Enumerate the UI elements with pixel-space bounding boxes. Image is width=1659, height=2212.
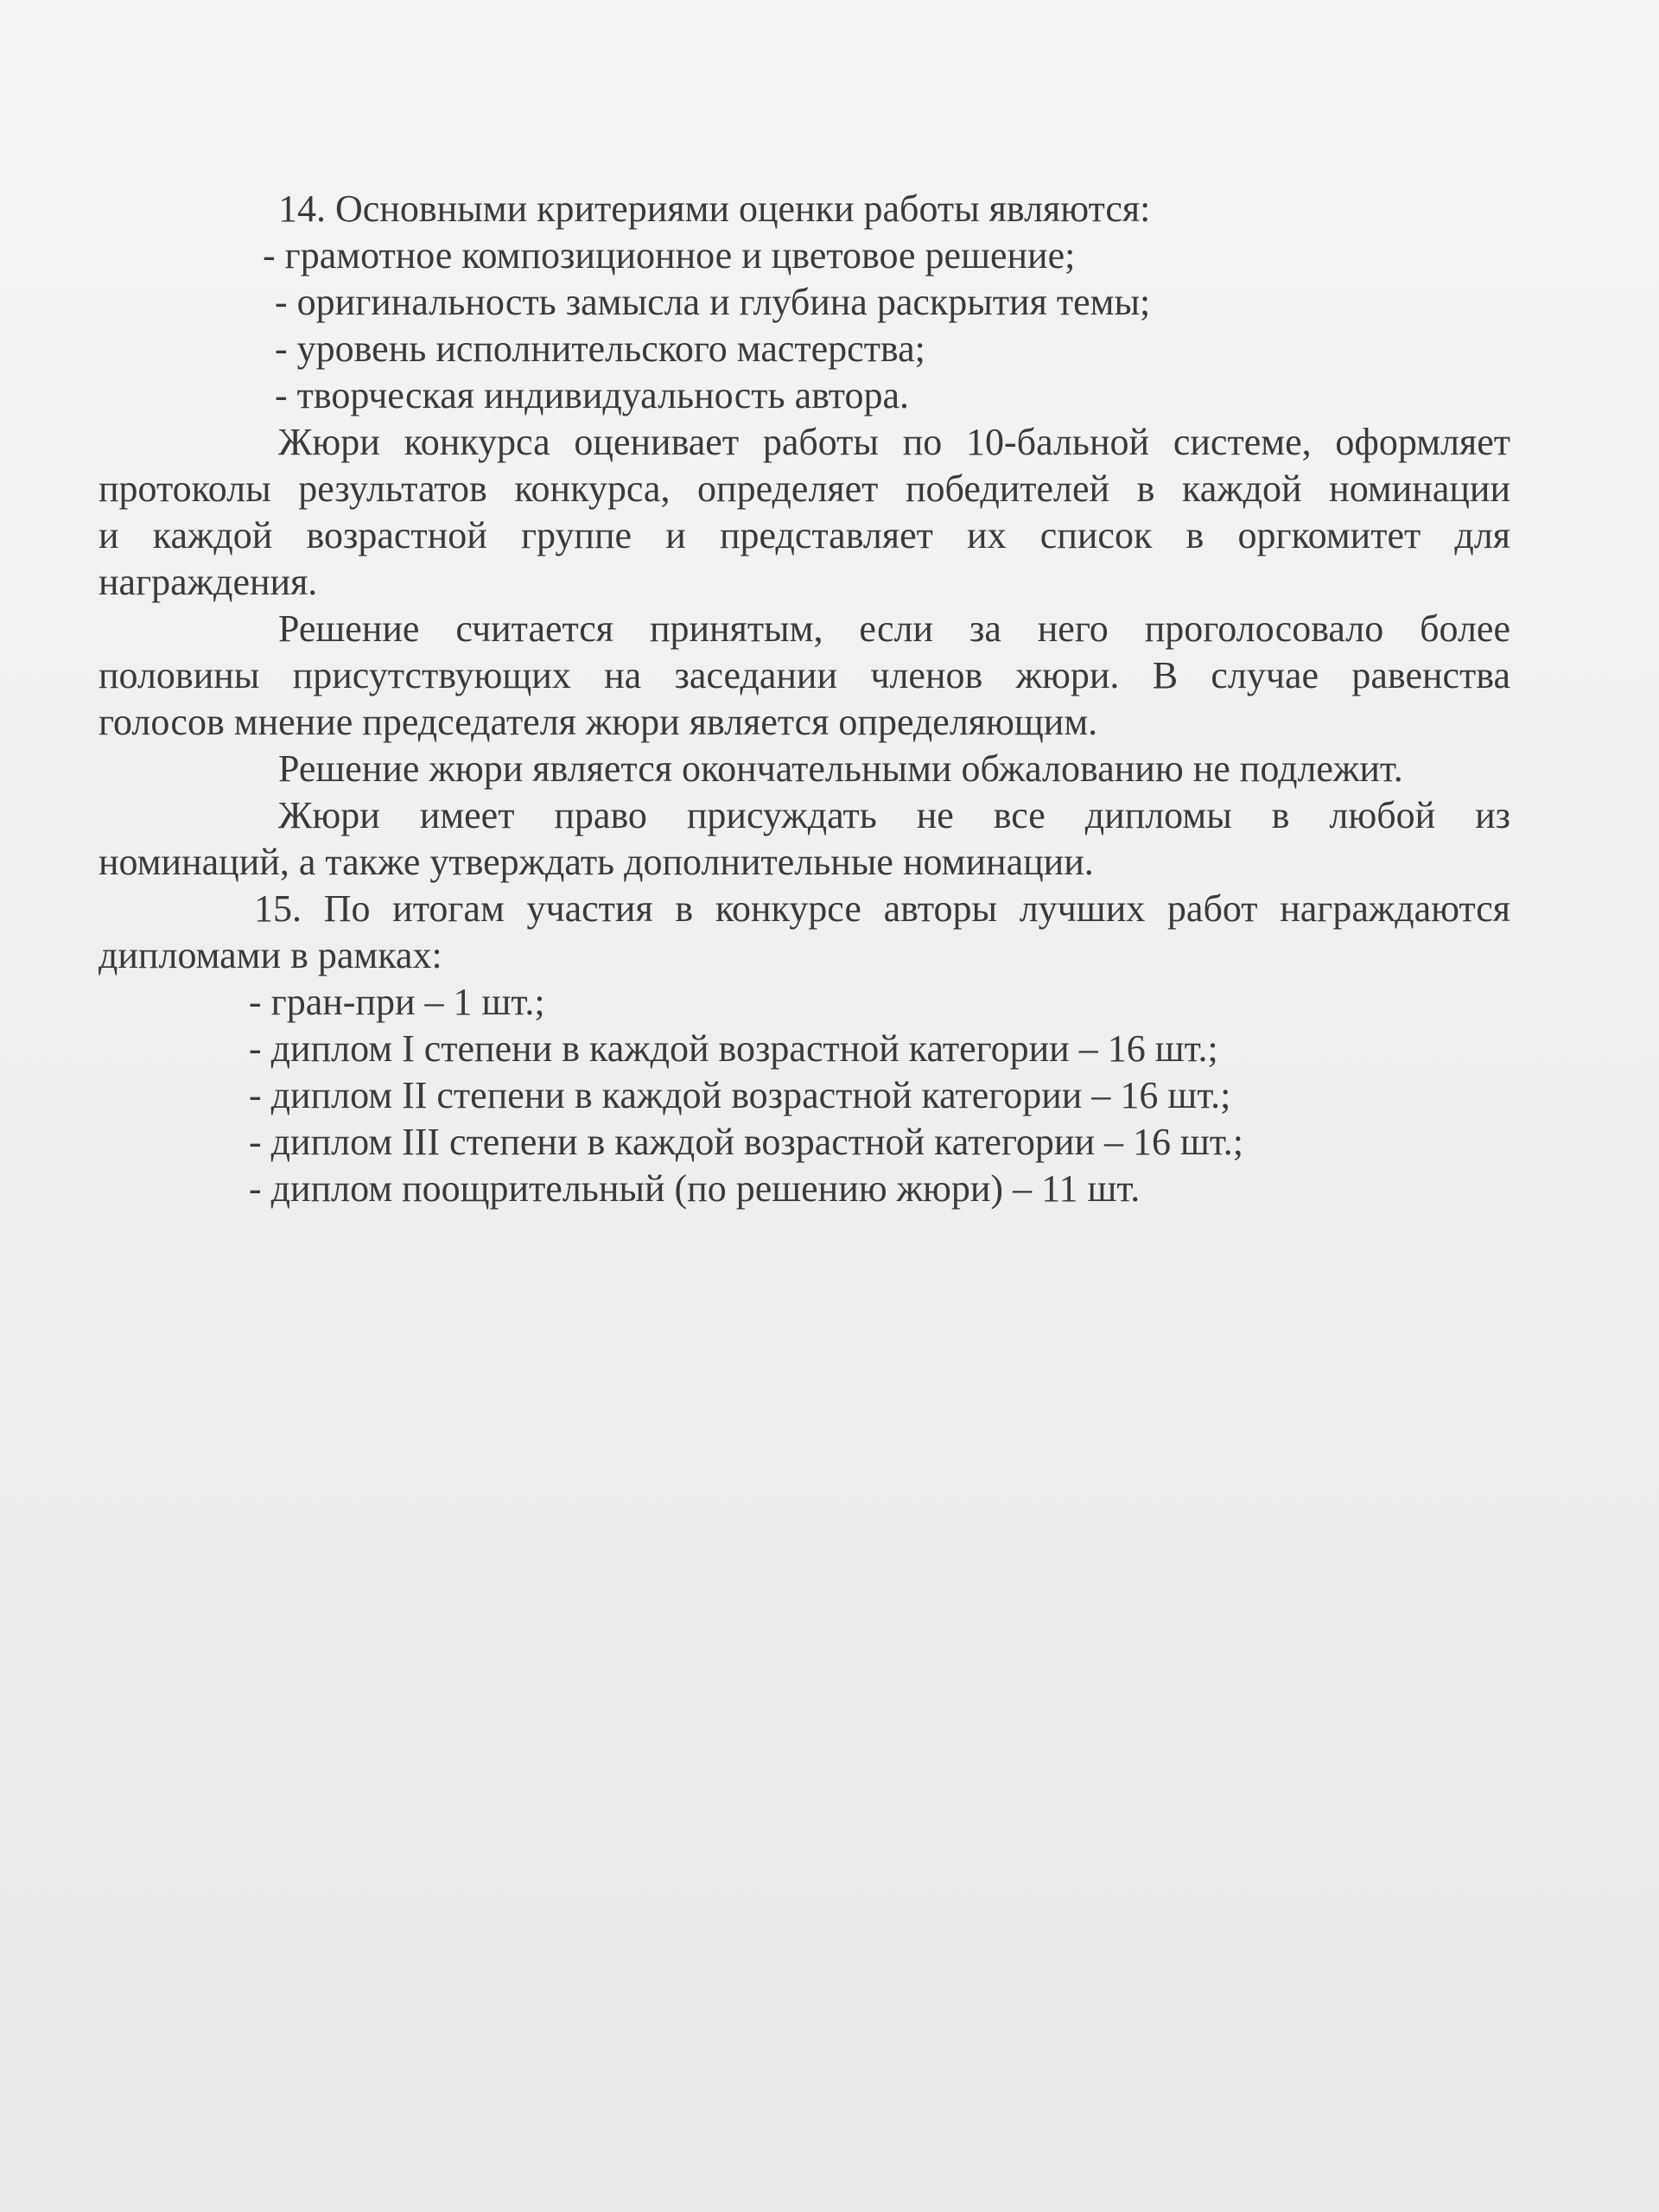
paragraph-line: и каждой возрастной группе и представляет их список в оргкомитет для <box>99 514 1510 556</box>
award-item: - диплом III степени в каждой возрастной категории – 16 шт.; <box>249 1121 1244 1163</box>
section-15-intro: дипломами в рамках: <box>99 934 442 976</box>
criterion-item: - уровень исполнительского мастерства; <box>275 327 925 370</box>
criterion-item: - грамотное композиционное и цветовое решение; <box>263 234 1076 276</box>
section-15-intro: 15. По итогам участия в конкурсе авторы лучших работ награждаются <box>254 887 1510 930</box>
award-item: - диплом поощрительный (по решению жюри) – 11 шт. <box>249 1167 1141 1210</box>
paragraph-line: награждения. <box>99 561 318 603</box>
document-text <box>99 186 1510 1212</box>
paragraph-line: половины присутствующих на заседании членов жюри. В случае равенства <box>99 654 1510 696</box>
paragraph-line: протоколы результатов конкурса, определяет победителей в каждой номинации <box>99 467 1510 510</box>
criterion-item: - оригинальность замысла и глубина раскрытия темы; <box>275 281 1151 323</box>
section-14-heading: 14. Основными критериями оценки работы являются: <box>278 188 1151 230</box>
award-item: - гран-при – 1 шт.; <box>249 981 545 1023</box>
paragraph-line: голосов мнение председателя жюри является определяющим. <box>99 701 1098 743</box>
paragraph-line: Решение жюри является окончательными обжалованию не подлежит. <box>278 747 1403 790</box>
paragraph-line: Решение считается принятым, если за него проголосовало более <box>278 607 1510 650</box>
paragraph-line: Жюри конкурса оценивает работы по 10-бальной системе, оформляет <box>278 421 1510 463</box>
criterion-item: - творческая индивидуальность автора. <box>275 374 909 416</box>
paragraph-line: Жюри имеет право присуждать не все дипломы в любой из <box>278 794 1510 836</box>
paragraph-line: номинаций, а также утверждать дополнительные номинации. <box>99 841 1094 883</box>
award-item: - диплом II степени в каждой возрастной категории – 16 шт.; <box>249 1074 1231 1116</box>
award-item: - диплом I степени в каждой возрастной категории – 16 шт.; <box>249 1027 1218 1070</box>
